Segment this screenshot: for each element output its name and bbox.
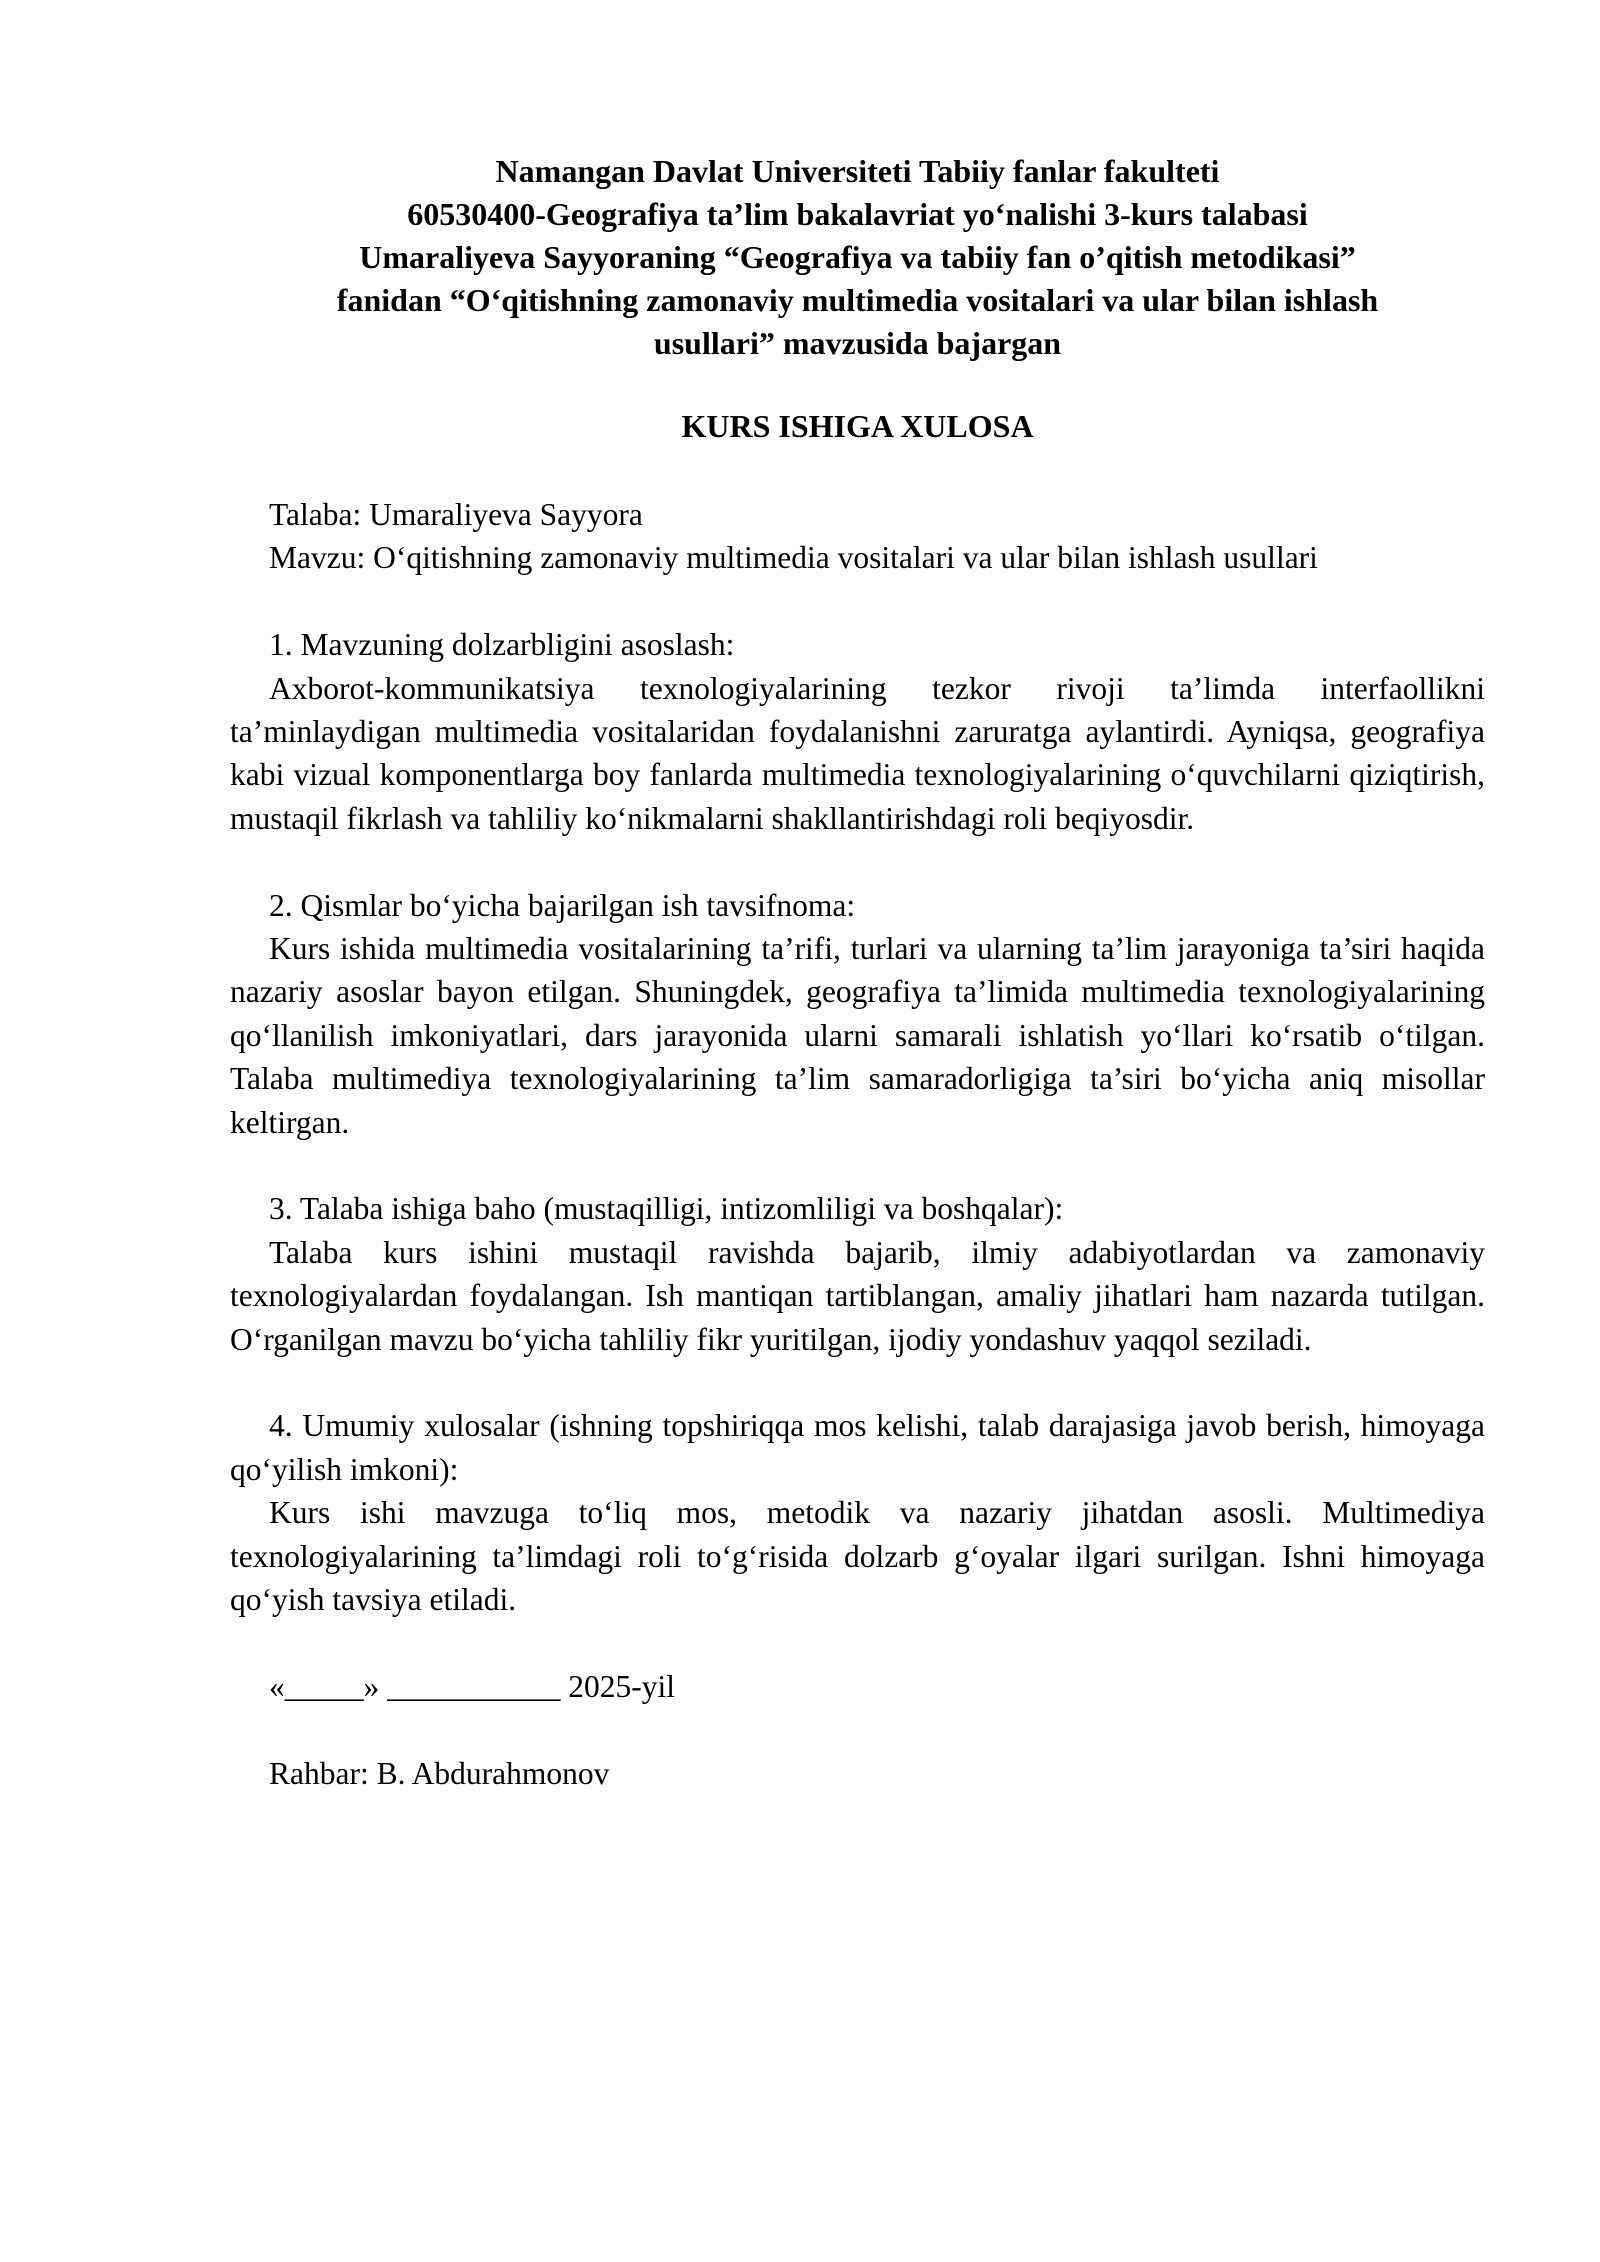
- header-line: fanidan “O‘qitishning zamonaviy multimedia vositalari va ular bilan ishlash: [336, 282, 1379, 318]
- header-line: Umaraliyeva Sayyoraning “Geografiya va tabiiy fan o’qitish metodikasi”: [359, 239, 1356, 275]
- topic-field: Mavzu: O‘qitishning zamonaviy multimedia vositalari va ular bilan ishlash usullari: [269, 540, 1318, 576]
- header-line: Namangan Davlat Universiteti Tabiiy fanlar fakulteti: [495, 153, 1220, 189]
- supervisor-signature: Rahbar: B. Abdurahmonov: [269, 1755, 610, 1791]
- document-body: [230, 448, 1485, 1795]
- section-text: Kurs ishi mavzuga to‘liq mos, metodik va nazariy jihatdan asosli. Multimediya texnologiyalarining ta’limdagi roli to‘g‘risida dolzarb g‘oyalar ilgari surilgan. Ishni himoyaga qo‘yish tavsiya etiladi.: [230, 1495, 1485, 1618]
- header-line: usullari” mavzusida bajargan: [653, 325, 1062, 361]
- header-line: 60530400-Geografiya ta’lim bakalavriat yo‘nalishi 3-kurs talabasi: [407, 196, 1308, 232]
- section-text: Talaba kurs ishini mustaqil ravishda bajarib, ilmiy adabiyotlardan va zamonaviy texnologiyalardan foydalangan. Ish mantiqan tartiblangan, amaliy jihatlari ham nazarda tutilgan. O‘rganilgan mavzu bo‘yicha tahliliy fikr yuritilgan, ijodiy yondashuv yaqqol seziladi.: [230, 1234, 1485, 1357]
- document-title: KURS ISHIGA XULOSA: [681, 408, 1034, 444]
- section-text: Kurs ishida multimedia vositalarining ta’rifi, turlari va ularning ta’lim jarayoniga ta’siri haqida nazariy asoslar bayon etilgan. Shuningdek, geografiya ta’limida multimedia texnologiyalarining qo‘llanilish imkoniyatlari, dars jarayonida ularni samarali ishlatish yo‘llari ko‘rsatib o‘tilgan. Talaba multimediya texnologiyalarining ta’lim samaradorligiga ta’siri bo‘yicha aniq misollar keltirgan.: [230, 931, 1485, 1140]
- student-field: Talaba: Umaraliyeva Sayyora: [269, 497, 643, 532]
- section-heading: 3. Talaba ishiga baho (mustaqilligi, intizomliligi va boshqalar):: [269, 1191, 1064, 1227]
- section-heading: 2. Qismlar bo‘yicha bajarilgan ish tavsifnoma:: [269, 887, 856, 923]
- section-text: Axborot-kommunikatsiya texnologiyalarining tezkor rivoji ta’limda interfaollikni ta’minlaydigan multimedia vositalaridan foydalanishni zaruratga aylantirdi. Ayniqsa, geografiya kabi vizual komponentlarga boy fanlarda multimedia texnologiyalarining o‘quvchilarni qiziqtirish, mustaqil fikrlash va tahliliy ko‘nikmalarni shakllantirishdagi roli beqiyosdir.: [230, 670, 1485, 836]
- section-heading: 4. Umumiy xulosalar (ishning topshiriqqa mos kelishi, talab darajasiga javob berish, himoyaga qo‘yilish imkoni):: [230, 1408, 1485, 1487]
- date-line: «_____» ___________ 2025-yil: [269, 1668, 675, 1704]
- section-heading: 1. Mavzuning dolzarbligini asoslash:: [269, 627, 735, 663]
- document-page: [230, 150, 1485, 1795]
- document-header: [230, 150, 1485, 365]
